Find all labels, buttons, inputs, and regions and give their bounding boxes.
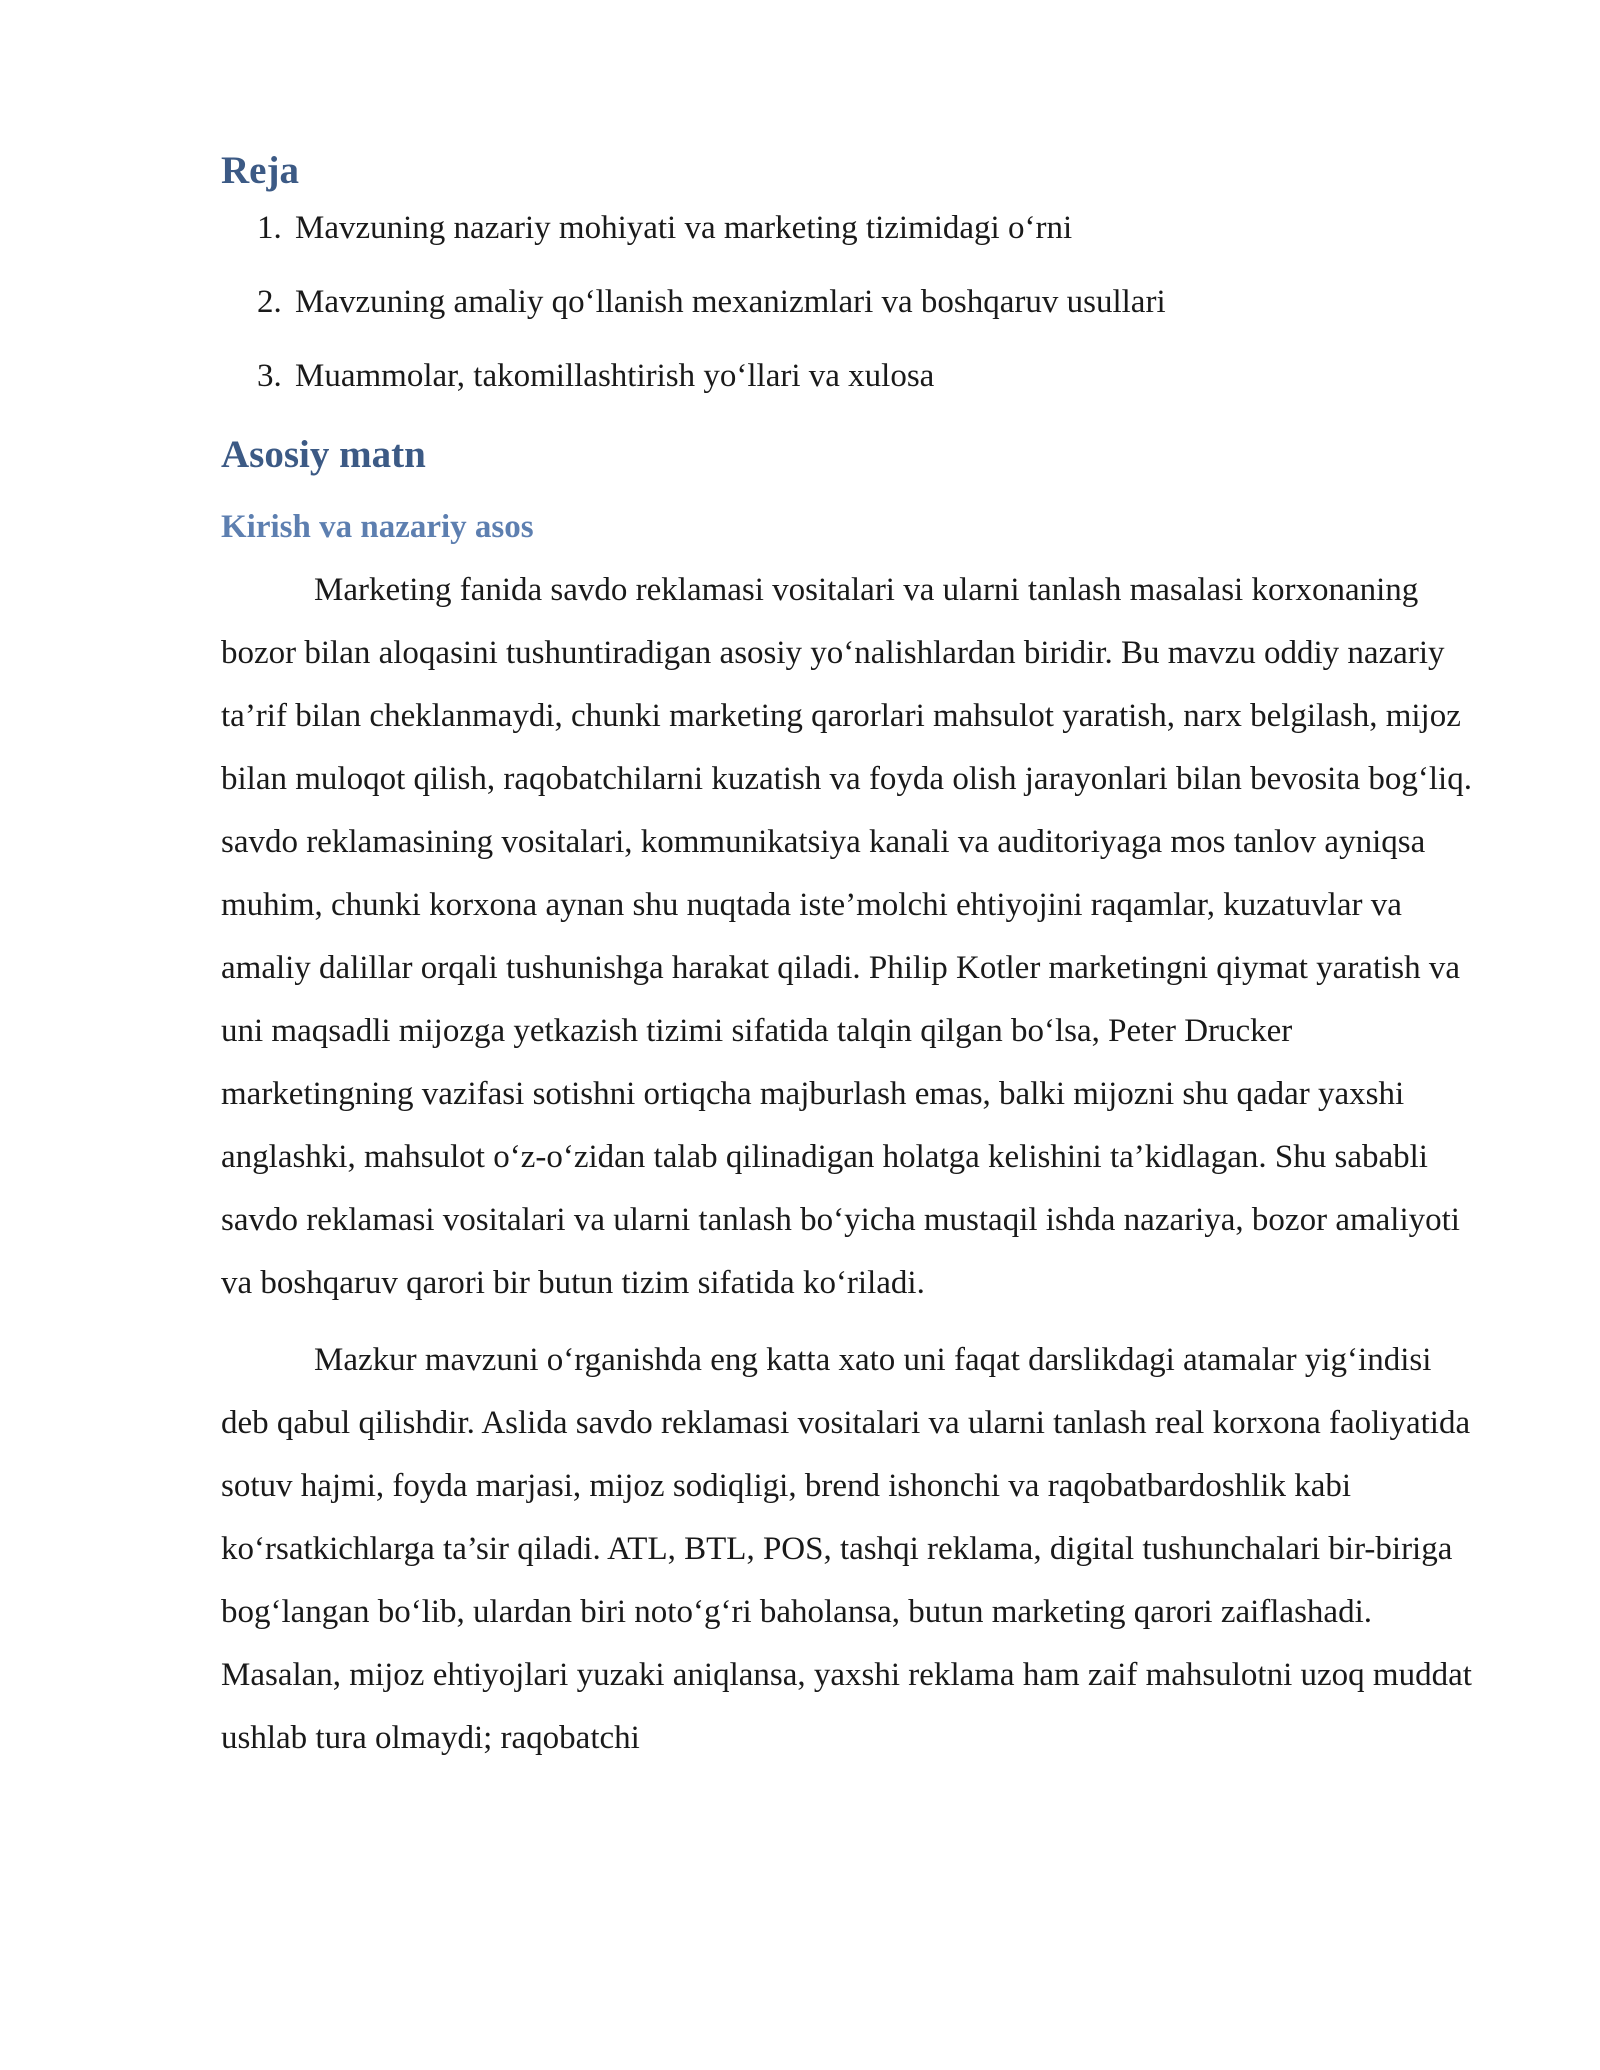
plan-item	[257, 207, 1486, 249]
plan-item	[257, 355, 1486, 397]
plan-item-text: Mavzuning amaliy qo‘llanish mexanizmlari va boshqaruv usullari	[295, 284, 1166, 320]
plan-item-text: Muammolar, takomillashtirish yo‘llari va xulosa	[295, 358, 935, 394]
main-heading: Asosiy matn	[221, 433, 426, 476]
plan-item-number: 3.	[257, 358, 282, 394]
document-page	[221, 145, 1486, 1770]
section-heading: Kirish va nazariy asos	[221, 509, 534, 545]
plan-list	[221, 207, 1486, 397]
body-paragraph: Marketing fanida savdo reklamasi vositalari va ularni tanlash masalasi korxonaning bozor bilan aloqasini tushuntiradigan asosiy yo‘nalishlardan biridir. Bu mavzu oddiy nazariy ta’rif bilan cheklanmaydi, chunki marketing qarorlari mahsulot yaratish, narx belgilash, mijoz bilan muloqot qilish, raqobatchilarni kuzatish va foyda olish jarayonlari bilan bevosita bog‘liq. savdo reklamasining vositalari, kommunikatsiya kanali va auditoriyaga mos tanlov ayniqsa muhim, chunki korxona aynan shu nuqtada iste’molchi ehtiyojini raqamlar, kuzatuvlar va amaliy dalillar orqali tushunishga harakat qiladi. Philip Kotler marketingni qiymat yaratish va uni maqsadli mijozga yetkazish tizimi sifatida talqin qilgan bo‘lsa, Peter Drucker marketingning vazifasi sotishni ortiqcha majburlash emas, balki mijozni shu qadar yaxshi anglashki, mahsulot o‘z-o‘zidan talab qilinadigan holatga kelishini ta’kidlagan. Shu sababli savdo reklamasi vositalari va ularni tanlash bo‘yicha mustaqil ishda nazariya, bozor amaliyoti va boshqaruv qarori bir butun tizim sifatida ko‘riladi.	[221, 572, 1472, 1301]
plan-item-text: Mavzuning nazariy mohiyati va marketing tizimidagi o‘rni	[295, 210, 1073, 246]
plan-item-number: 1.	[257, 210, 282, 246]
body-paragraph: Mazkur mavzuni o‘rganishda eng katta xato uni faqat darslikdagi atamalar yig‘indisi deb qabul qilishdir. Aslida savdo reklamasi vositalari va ularni tanlash real korxona faoliyatida sotuv hajmi, foyda marjasi, mijoz sodiqligi, brend ishonchi va raqobatbardoshlik kabi ko‘rsatkichlarga ta’sir qiladi. ATL, BTL, POS, tashqi reklama, digital tushunchalari bir-biriga bog‘langan bo‘lib, ulardan biri noto‘g‘ri baholansa, butun marketing qarori zaiflashadi. Masalan, mijoz ehtiyojlari yuzaki aniqlansa, yaxshi reklama ham zaif mahsulotni uzoq muddat ushlab tura olmaydi; raqobatchi	[221, 1342, 1472, 1756]
plan-heading: Reja	[221, 149, 299, 192]
plan-item-number: 2.	[257, 284, 282, 320]
plan-item	[257, 281, 1486, 323]
